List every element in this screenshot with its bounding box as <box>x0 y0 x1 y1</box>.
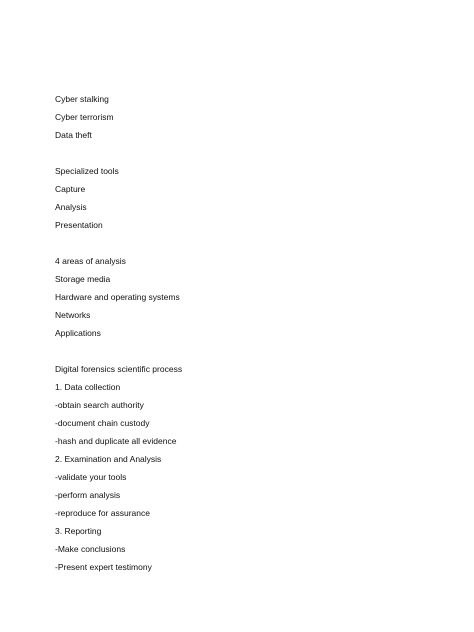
text-line: Cyber terrorism <box>55 112 114 122</box>
paragraph-spacer <box>55 146 182 164</box>
paragraph-spacer <box>55 236 182 254</box>
document-text <box>55 92 182 578</box>
text-line: Presentation <box>55 220 103 230</box>
step-heading: 2. Examination and Analysis <box>55 454 162 464</box>
text-line: Data theft <box>55 130 92 140</box>
text-line: -obtain search authority <box>55 400 144 410</box>
text-line: Hardware and operating systems <box>55 292 180 302</box>
section-heading: Digital forensics scientific process <box>55 364 183 374</box>
section-heading: Specialized tools <box>55 166 119 176</box>
text-line: -hash and duplicate all evidence <box>55 436 177 446</box>
text-line: -document chain custody <box>55 418 150 428</box>
text-line: Networks <box>55 310 91 320</box>
paragraph-spacer <box>55 344 182 362</box>
text-line: -reproduce for assurance <box>55 508 150 518</box>
text-line: Applications <box>55 328 101 338</box>
text-line: Cyber stalking <box>55 94 109 104</box>
text-line: -perform analysis <box>55 490 121 500</box>
text-line: -validate your tools <box>55 472 127 482</box>
text-line: Storage media <box>55 274 111 284</box>
text-line: Capture <box>55 184 86 194</box>
text-line: Analysis <box>55 202 87 212</box>
step-heading: 1. Data collection <box>55 382 121 392</box>
text-line: -Present expert testimony <box>55 562 152 572</box>
text-line: -Make conclusions <box>55 544 126 554</box>
step-heading: 3. Reporting <box>55 526 102 536</box>
section-heading: 4 areas of analysis <box>55 256 126 266</box>
